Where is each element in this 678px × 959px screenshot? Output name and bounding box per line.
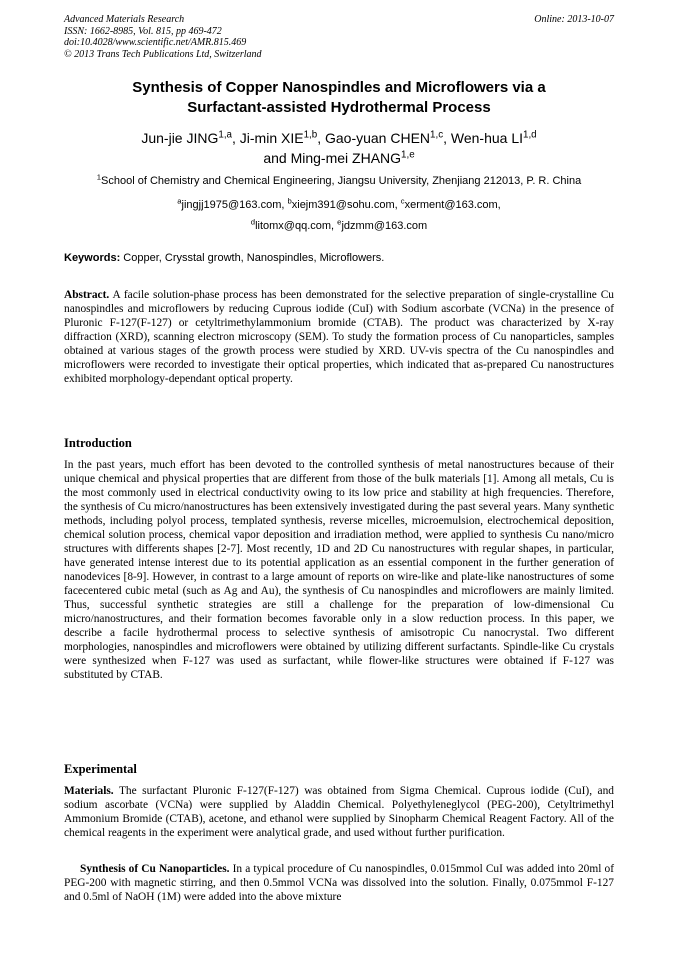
author-name: Wen-hua LI bbox=[450, 130, 524, 146]
author-sup: 1,a bbox=[218, 129, 232, 141]
abstract bbox=[64, 288, 614, 386]
email-list bbox=[40, 195, 638, 237]
author-line-1 bbox=[40, 128, 638, 148]
journal-header bbox=[64, 14, 262, 60]
keywords bbox=[64, 251, 614, 265]
abstract-label: Abstract. bbox=[64, 289, 110, 301]
keywords-label: Keywords: bbox=[64, 252, 121, 264]
materials-paragraph bbox=[64, 784, 614, 840]
introduction-heading: Introduction bbox=[64, 436, 132, 450]
email-sup: e bbox=[337, 217, 342, 227]
title-line-1: Synthesis of Copper Nanospindles and Microflowers via a bbox=[132, 79, 546, 96]
materials-label: Materials. bbox=[64, 785, 114, 797]
email-link[interactable]: xerment@163.com, bbox=[404, 199, 501, 211]
experimental-heading: Experimental bbox=[64, 762, 137, 776]
affiliation-text: School of Chemistry and Chemical Engineering, Jiangsu University, Zhenjiang 212013, P. R. China bbox=[101, 175, 582, 187]
author-sep: , bbox=[317, 130, 325, 146]
introduction-text: In the past years, much effort has been devoted to the controlled synthesis of metal nanostructures because of their unique chemical and physical properties that are different from those of the bulk materials [1]. Among all metals, Cu is the most commonly used in electrical conductivity owing to its low price and stability at high frequencies. Therefore, the synthesis of Cu micro/nanostructures has been extensively investigated during the past several years. Many synthetic methods, including polyol process, templated synthesis, reverse micelles, microemulsion, electrochemical deposition, chemical solution process, chemical vapor deposition and irradiation method, were applied to synthesis Cu nano/micro structures with differents shapes [2-7]. Most recently, 1D and 2D Cu nanostructures with regular shapes, in particular, have generated intense interest due to its potential application as an essential component in the further generation of nanodevices [8-9]. However, in contrast to a large amount of reports on wire-like and plate-like nanostructures of some facecentered cubic metal (such as Ag and Au), the synthesis of Cu nanospindles and microflowers are mainly limited. Thus, successful synthetic strategies are still a challenge for the preparation of low-dimensional Cu micro/nanostructures, and their formation becomes favorable only in a slow reduction process. In this paper, we describe a facile hydrothermal process to selective synthesis of amisotropic Cu nanocrystal. Two different morphologies, nanospindles and microflowers were obtained by utilizing different surfactants. Spindle-like Cu crystals were synthesized when F-127 was used as surfactant, while flower-like structures were obtained if F-127 was substituted by CTAB. bbox=[64, 459, 614, 681]
author-sep: , bbox=[443, 130, 451, 146]
author-line-2 bbox=[40, 148, 638, 168]
author-name: Gao-yuan CHEN bbox=[324, 130, 431, 146]
abstract-text: A facile solution-phase process has been demonstrated for the selective preparation of single-crystalline Cu nanospindles and microflowers by reducing Cuprous iodide (CuI) with Sodium ascorbate (VCNa) in the presence of Pluronic F-127(F-127) or cetyltrimethylammonium bromide (CTAB). The product was characterized by X-ray diffraction (XRD), scanning electron microscopy (SEM). To study the formation process of Cu nanoparticles, samples obtained at various stages of the growth process were studied by XRD. UV-vis spectra of the Cu nanospindles and microflowers were recorded to investigate their optical properties, which indicated that as-prepared Cu nanostructures exhibited morphology-dependant optical property. bbox=[64, 289, 614, 385]
email-link[interactable]: jingjj1975@163.com, bbox=[181, 199, 288, 211]
affiliation bbox=[40, 174, 638, 188]
issn-line: ISSN: 1662-8985, Vol. 815, pp 469-472 bbox=[64, 25, 222, 37]
synthesis-paragraph bbox=[64, 862, 614, 904]
author-name: and Ming-mei ZHANG bbox=[263, 150, 402, 166]
affiliation-sup: 1 bbox=[96, 172, 102, 182]
email-sup: d bbox=[250, 217, 256, 227]
keywords-text: Copper, Crysstal growth, Nanospindles, Microflowers. bbox=[120, 252, 385, 264]
email-sup: c bbox=[400, 196, 405, 206]
author-sup: 1,d bbox=[523, 129, 537, 141]
synthesis-text: In a typical procedure of Cu nanospindles, 0.015mmol CuI was added into 20ml of PEG-200 with magnetic stirring, and then 0.5mmol VCNa was dissolved into the solution. Finally, 0.075mmol F-127 and 0.5ml of NaOH (1M) were added into the above mixture bbox=[64, 863, 614, 903]
synthesis-label: Synthesis of Cu Nanoparticles. bbox=[80, 863, 230, 875]
paper-title bbox=[40, 78, 638, 118]
author-sup: 1,b bbox=[303, 129, 318, 141]
email-line-2 bbox=[40, 216, 638, 237]
author-list bbox=[40, 128, 638, 168]
email-link[interactable]: xiejm391@sohu.com, bbox=[291, 199, 401, 211]
email-link[interactable]: litomx@qq.com, bbox=[255, 220, 338, 232]
author-sup: 1,c bbox=[430, 129, 444, 141]
copyright-line: © 2013 Trans Tech Publications Ltd, Switzerland bbox=[64, 48, 262, 60]
title-line-2: Surfactant-assisted Hydrothermal Process bbox=[187, 99, 491, 116]
email-line-1 bbox=[40, 195, 638, 216]
online-date: Online: 2013-10-07 bbox=[534, 14, 614, 25]
author-name: Ji-min XIE bbox=[239, 130, 304, 146]
materials-text: The surfactant Pluronic F-127(F-127) was obtained from Sigma Chemical. Cuprous iodide (CuI), and sodium ascorbate (VCNa) were supplied by Aladdin Chemical. Polyethyleneglycol (PEG-200), Cetyltrimethyl Ammonium Bromide (CTAB), acetone, and ethanol were supplied by Sinopharm Chemical Reagent Factory. All of the chemical reagents in the experiment were analytical grade, and used without further purification. bbox=[64, 785, 614, 839]
author-name: Jun-jie JING bbox=[141, 130, 219, 146]
author-sep: , bbox=[232, 130, 240, 146]
journal-name: Advanced Materials Research bbox=[64, 14, 185, 25]
email-sup: b bbox=[287, 196, 292, 206]
author-sup: 1,e bbox=[401, 149, 415, 161]
email-sup: a bbox=[177, 196, 182, 206]
doi-line: doi:10.4028/www.scientific.net/AMR.815.469 bbox=[64, 37, 247, 48]
email-link[interactable]: jdzmm@163.com bbox=[341, 220, 428, 232]
